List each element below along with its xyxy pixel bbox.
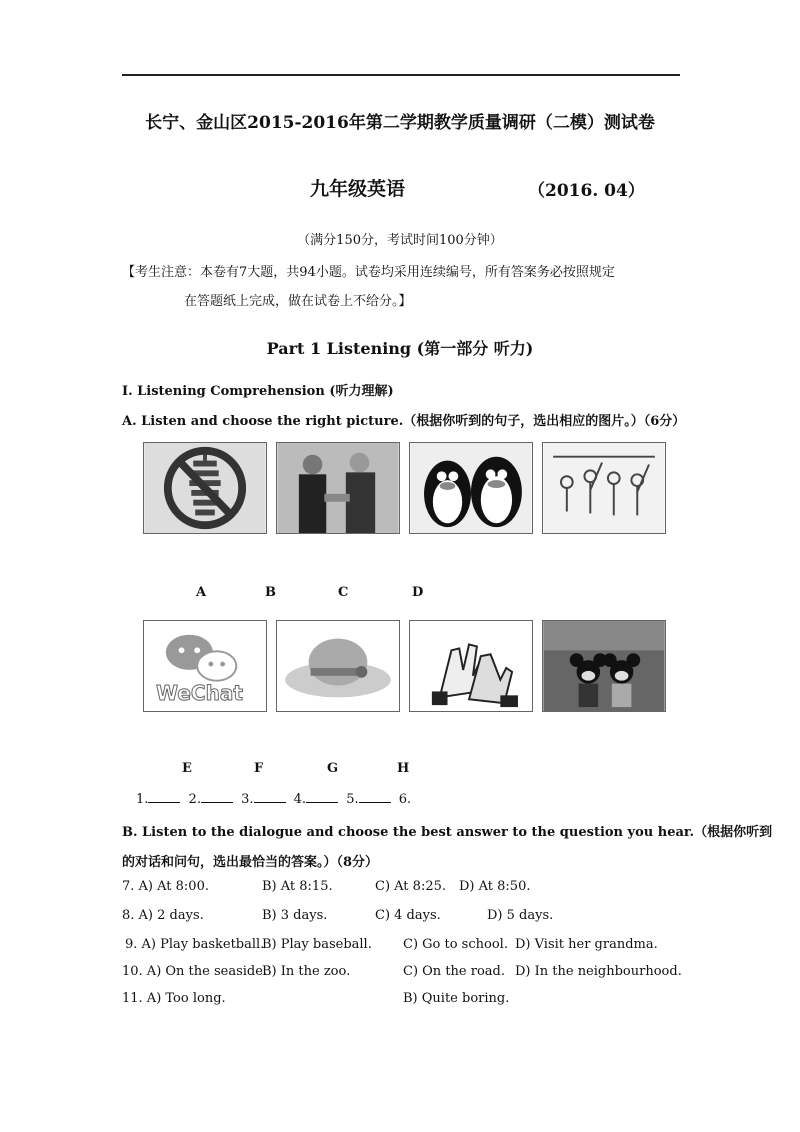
- question-11-b: B) Quite boring.: [403, 991, 510, 1006]
- label-e: E: [182, 761, 192, 776]
- section-I-heading: I. Listening Comprehension (听力理解): [122, 384, 394, 399]
- question-10-b: B) In the zoo.: [262, 964, 351, 979]
- answer-blanks: [136, 790, 411, 807]
- answer-2: 2.: [188, 792, 201, 807]
- question-10-a: 10. A) On the seaside.: [122, 964, 268, 979]
- section-B-heading-1: B. Listen to the dialogue and choose the best answer to the question you hear.（根据你听到: [122, 825, 773, 840]
- clapping-hands-icon: [410, 621, 532, 711]
- question-9-a: 9. A) Play basketball.: [125, 937, 265, 952]
- answer-6: 6.: [398, 792, 412, 807]
- question-8-a: 8. A) 2 days.: [122, 908, 204, 923]
- question-7-d: D) At 8:50.: [459, 879, 531, 894]
- question-7-b: B) At 8:15.: [262, 879, 333, 894]
- exam-title: 长宁、金山区2015-2016年第二学期教学质量调研（二模）测试卷: [145, 113, 655, 133]
- score-line: （满分150分，考试时间100分钟）: [297, 233, 503, 248]
- picture-a: [143, 442, 267, 534]
- blank-2[interactable]: [201, 790, 233, 803]
- answer-1: 1.: [136, 792, 149, 807]
- question-9-c: C) Go to school.: [403, 937, 508, 952]
- question-8-c: C) 4 days.: [375, 908, 441, 923]
- blank-4[interactable]: [306, 790, 338, 803]
- question-8-b: B) 3 days.: [262, 908, 328, 923]
- picture-h: [542, 620, 666, 712]
- notice-line-1: 【考生注意：本卷有7大题，共94小题。试卷均采用连续编号，所有答案务必按照规定: [122, 265, 615, 280]
- exam-subtitle: 九年级英语: [310, 178, 406, 200]
- blank-3[interactable]: [254, 790, 286, 803]
- question-9-d: D) Visit her grandma.: [515, 937, 658, 952]
- question-11-a: 11. A) Too long.: [122, 991, 226, 1006]
- label-d: D: [412, 585, 424, 600]
- picture-e: [143, 620, 267, 712]
- label-g: G: [327, 761, 339, 776]
- section-A-heading: A. Listen and choose the right picture.（根据你听到的句子，选出相应的图片。）（6分）: [122, 414, 686, 429]
- picture-d: [542, 442, 666, 534]
- question-10-c: C) On the road.: [403, 964, 505, 979]
- question-7-a: 7. A) At 8:00.: [122, 879, 209, 894]
- section-B-heading-2: 的对话和问句，选出最恰当的答案。）（8分）: [122, 855, 379, 870]
- notice-line-2: 在答题纸上完成，做在试卷上不给分。】: [184, 294, 412, 309]
- no-firecrackers-icon: [144, 443, 266, 533]
- top-rule: [122, 74, 680, 76]
- label-a: A: [196, 585, 207, 600]
- mickey-minnie-icon: [543, 621, 665, 711]
- crowd-sports-icon: [543, 443, 665, 533]
- answer-3: 3.: [241, 792, 254, 807]
- handshake-icon: [277, 443, 399, 533]
- label-h: H: [397, 761, 410, 776]
- picture-f: [276, 620, 400, 712]
- picture-b: [276, 442, 400, 534]
- picture-c: [409, 442, 533, 534]
- blank-5[interactable]: [359, 790, 391, 803]
- label-c: C: [338, 585, 349, 600]
- question-9-b: B) Play baseball.: [262, 937, 372, 952]
- answer-4: 4.: [293, 792, 307, 807]
- question-10-d: D) In the neighbourhood.: [515, 964, 682, 979]
- label-b: B: [265, 585, 276, 600]
- label-f: F: [254, 761, 264, 776]
- part1-heading: Part 1 Listening (第一部分 听力): [266, 339, 534, 358]
- blank-1[interactable]: [148, 790, 180, 803]
- question-7-c: C) At 8:25.: [375, 879, 446, 894]
- answer-5: 5.: [346, 792, 359, 807]
- penguins-icon: [410, 443, 532, 533]
- hat-icon: [277, 621, 399, 711]
- picture-g: [409, 620, 533, 712]
- wechat-logo-text: WeChat: [156, 681, 243, 705]
- exam-date: （2016. 04）: [528, 181, 645, 201]
- question-8-d: D) 5 days.: [487, 908, 554, 923]
